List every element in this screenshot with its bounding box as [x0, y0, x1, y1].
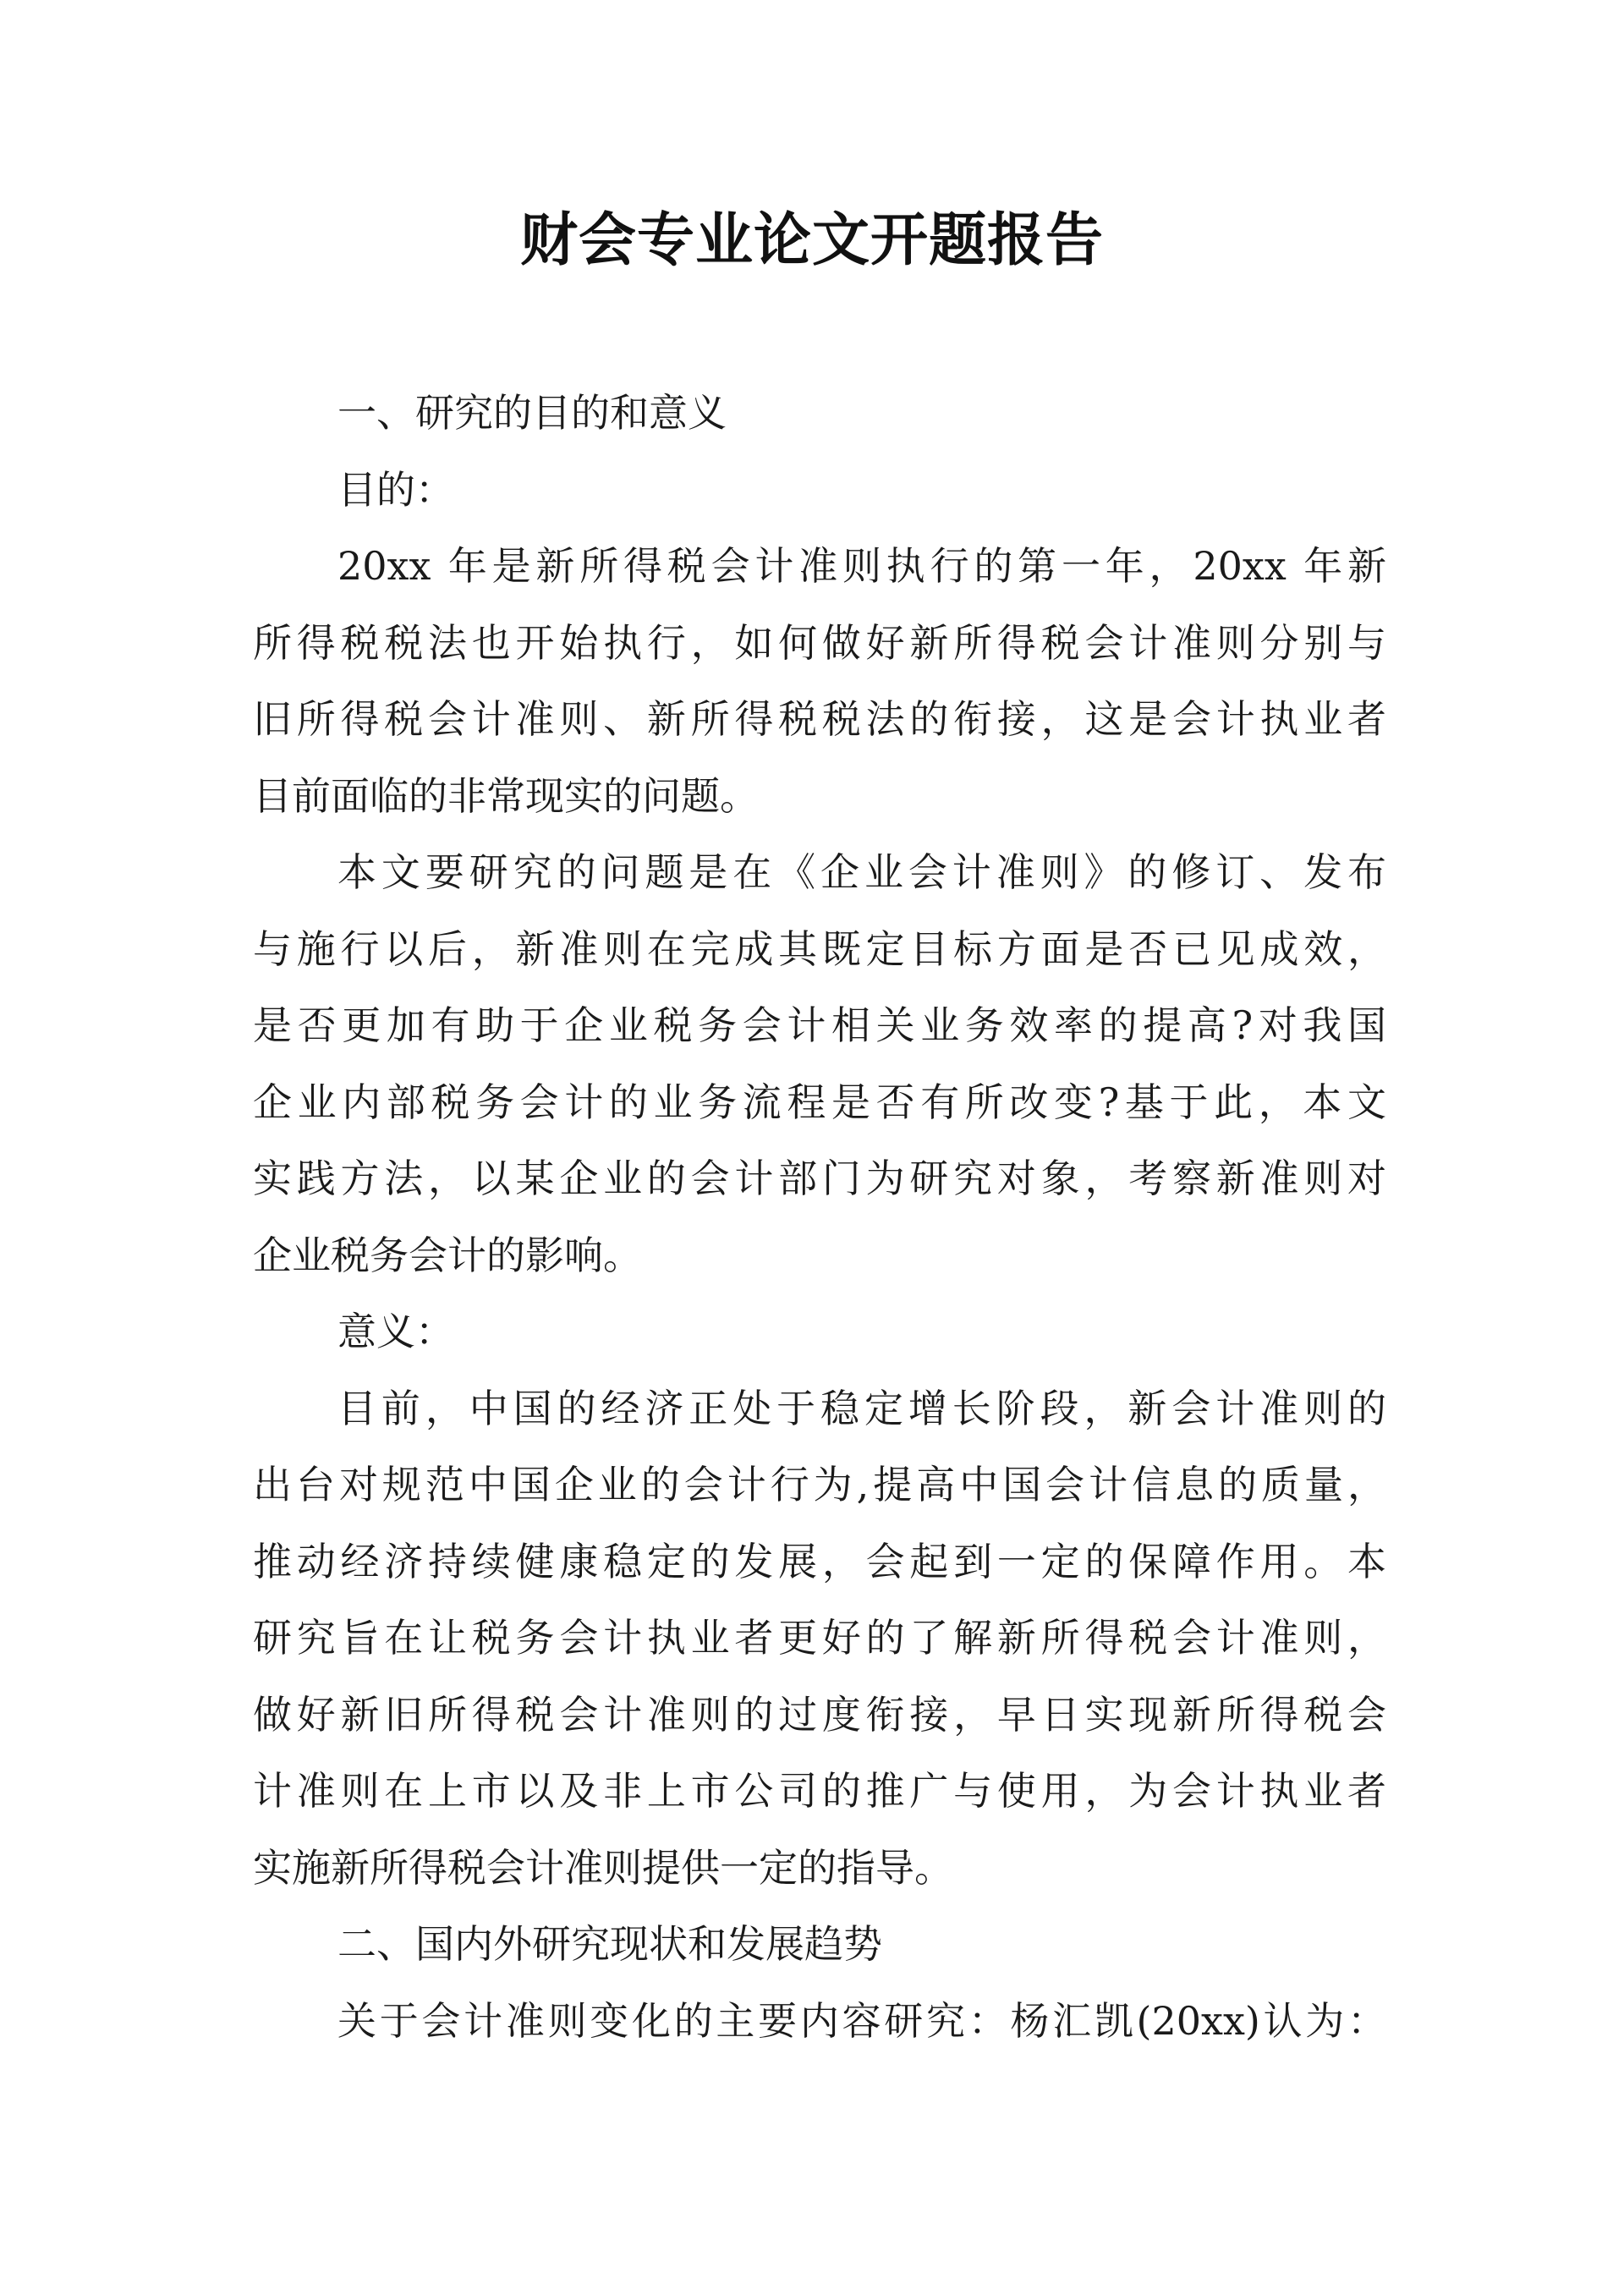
text-line: 目前，中国的经济正处于稳定增长阶段，新会计准则的: [337, 1385, 1386, 1431]
text-line: 推动经济持续健康稳定的发展，会起到一定的保障作用。本: [253, 1538, 1386, 1584]
text-line: 意义：: [337, 1309, 454, 1354]
document-body: [253, 375, 1386, 2059]
text-line: 20xx 年是新所得税会计准则执行的第一年，20xx 年新: [337, 543, 1386, 589]
text-line: 二、国内外研究现状和发展趋势: [337, 1921, 882, 1967]
text-line: 是否更加有助于企业税务会计相关业务效率的提高?对我国: [253, 1002, 1386, 1048]
text-line: 企业内部税务会计的业务流程是否有所改变?基于此，本文: [253, 1079, 1386, 1125]
text-line: 本文要研究的问题是在《企业会计准则》的修订、发布: [337, 849, 1386, 895]
text-line: 旧所得税会计准则、新所得税税法的衔接，这是会计执业者: [253, 696, 1386, 742]
text-line: 研究旨在让税务会计执业者更好的了解新所得税会计准则，: [253, 1615, 1386, 1661]
text-line: 关于会计准则变化的主要内容研究：杨汇凯(20xx)认为：: [337, 1997, 1386, 2044]
text-line: 出台对规范中国企业的会计行为,提高中国会计信息的质量，: [253, 1462, 1386, 1507]
document-title: 财会专业论文开题报告: [519, 207, 1104, 274]
text-line: 实践方法，以某企业的会计部门为研究对象，考察新准则对: [253, 1156, 1386, 1201]
text-line: 与施行以后，新准则在完成其既定目标方面是否已见成效，: [253, 925, 1386, 972]
text-line: 企业税务会计的影响。: [253, 1232, 642, 1278]
text-line: 所得税税法也开始执行，如何做好新所得税会计准则分别与: [253, 619, 1386, 666]
text-line: 做好新旧所得税会计准则的过度衔接，早日实现新所得税会: [253, 1691, 1386, 1738]
text-line: 一、研究的目的和意义: [337, 390, 727, 436]
text-line: 计准则在上市以及非上市公司的推广与使用，为会计执业者: [253, 1768, 1386, 1814]
text-line: 目的：: [337, 466, 454, 513]
text-line: 实施新所得税会计准则提供一定的指导。: [253, 1844, 953, 1891]
text-line: 目前面临的非常现实的问题。: [253, 772, 759, 819]
